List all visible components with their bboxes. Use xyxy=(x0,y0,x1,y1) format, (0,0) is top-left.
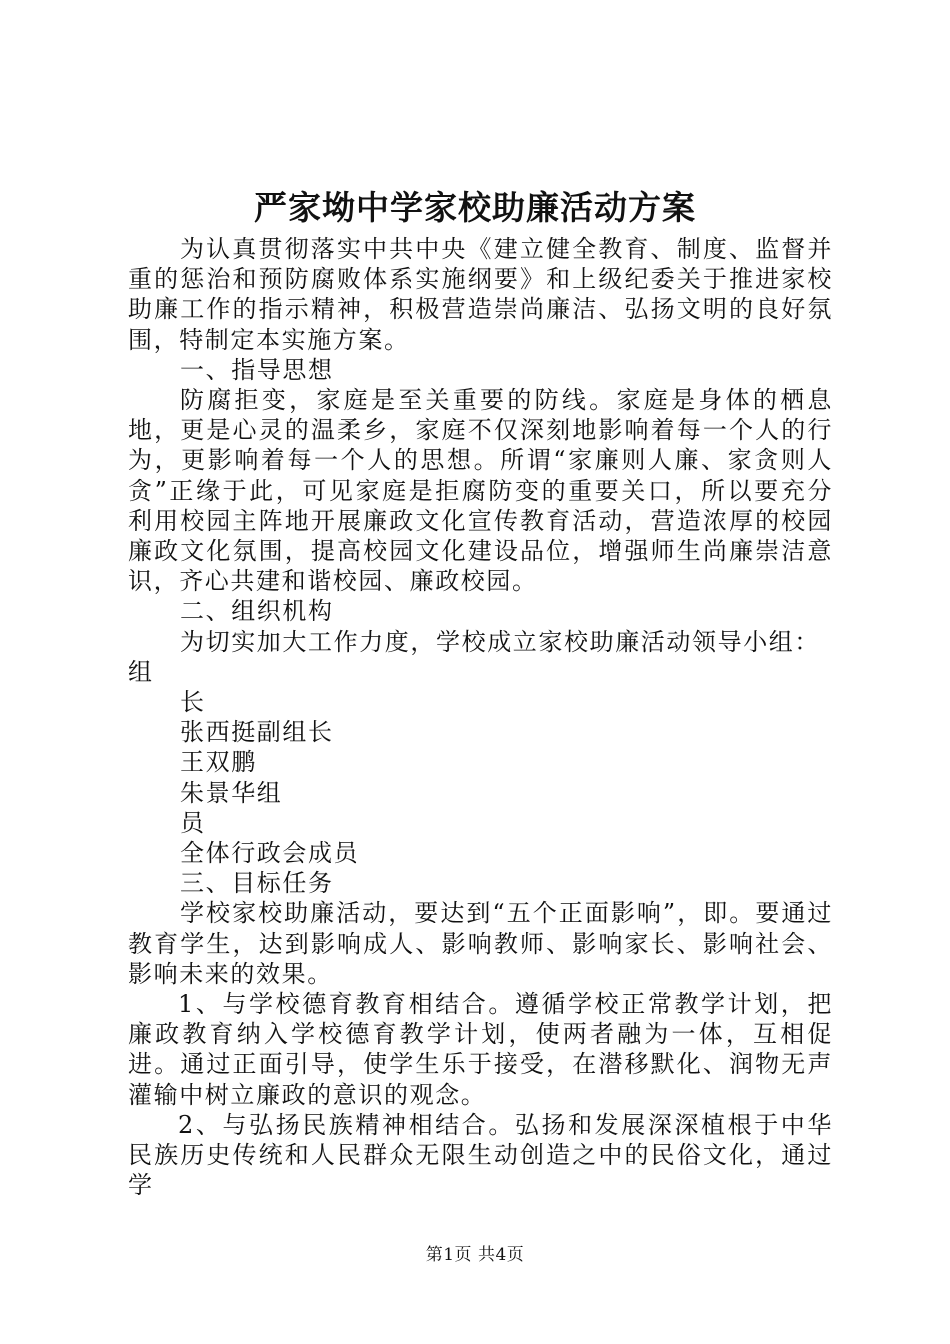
org-line-leader: 长 xyxy=(180,688,206,717)
org-line-member-label: 员 xyxy=(180,808,206,837)
org-line-member-zhu: 朱景华组 xyxy=(180,778,283,807)
document-title: 严家坳中学家校助廉活动方案 xyxy=(254,188,696,227)
organization-paragraph: 为切实加大工作力度，学校成立家校助廉活动领导小组： xyxy=(180,627,820,656)
objective-item-2: 2、与弘扬民族精神相结合。弘扬和发展深深植根于中华民族历史传统和人民群众无限生动创造之中的民俗文化，通过学 xyxy=(128,1110,833,1200)
intro-paragraph: 为认真贯彻落实中共中央《建立健全教育、制度、监督并重的惩治和预防腐败体系实施纲要》和上级纪委关于推进家校助廉工作的指示精神，积极营造崇尚廉洁、弘扬文明的良好氛围，特制定本实施方案。 xyxy=(128,235,833,354)
guiding-ideology-paragraph: 防腐拒变，家庭是至关重要的防线。家庭是身体的栖息地，更是心灵的温柔乡，家庭不仅深刻地影响着每一个人的行为，更影响着每一个人的思想。所谓“家廉则人廉、家贪则人贪”正缘于此，可见家庭是拒腐防变的重要关口，所以要充分利用校园主阵地开展廉政文化宣传教育活动，营造浓厚的校园廉政文化氛围，提高校园文化建设品位，增强师生尚廉崇洁意识，齐心共建和谐校园、廉政校园。 xyxy=(128,386,833,596)
page-footer: 第1页 共4页 xyxy=(425,1245,525,1265)
objectives-paragraph: 学校家校助廉活动，要达到“五个正面影响”，即。要通过教育学生，达到影响成人、影响教师、影响家长、影响社会、影响未来的效果。 xyxy=(128,899,833,988)
document-body xyxy=(128,234,833,1201)
section-heading-guiding-ideology: 一、指导思想 xyxy=(180,355,334,384)
section-heading-objectives: 三、目标任务 xyxy=(180,869,334,898)
objective-item-1: 1、与学校德育教育相结合。遵循学校正常教学计划，把廉政教育纳入学校德育教学计划，使两者融为一体，互相促进。通过正面引导，使学生乐于接受，在潜移默化、润物无声灌输中树立廉政的意识的观念。 xyxy=(128,990,833,1109)
org-line-all-members: 全体行政会成员 xyxy=(180,839,360,868)
org-line-deputy-leader: 张西挺副组长 xyxy=(180,718,334,747)
org-line-member-wang: 王双鹏 xyxy=(180,748,257,777)
org-line-group: 组 xyxy=(128,657,154,686)
section-heading-organization: 二、组织机构 xyxy=(180,597,334,626)
